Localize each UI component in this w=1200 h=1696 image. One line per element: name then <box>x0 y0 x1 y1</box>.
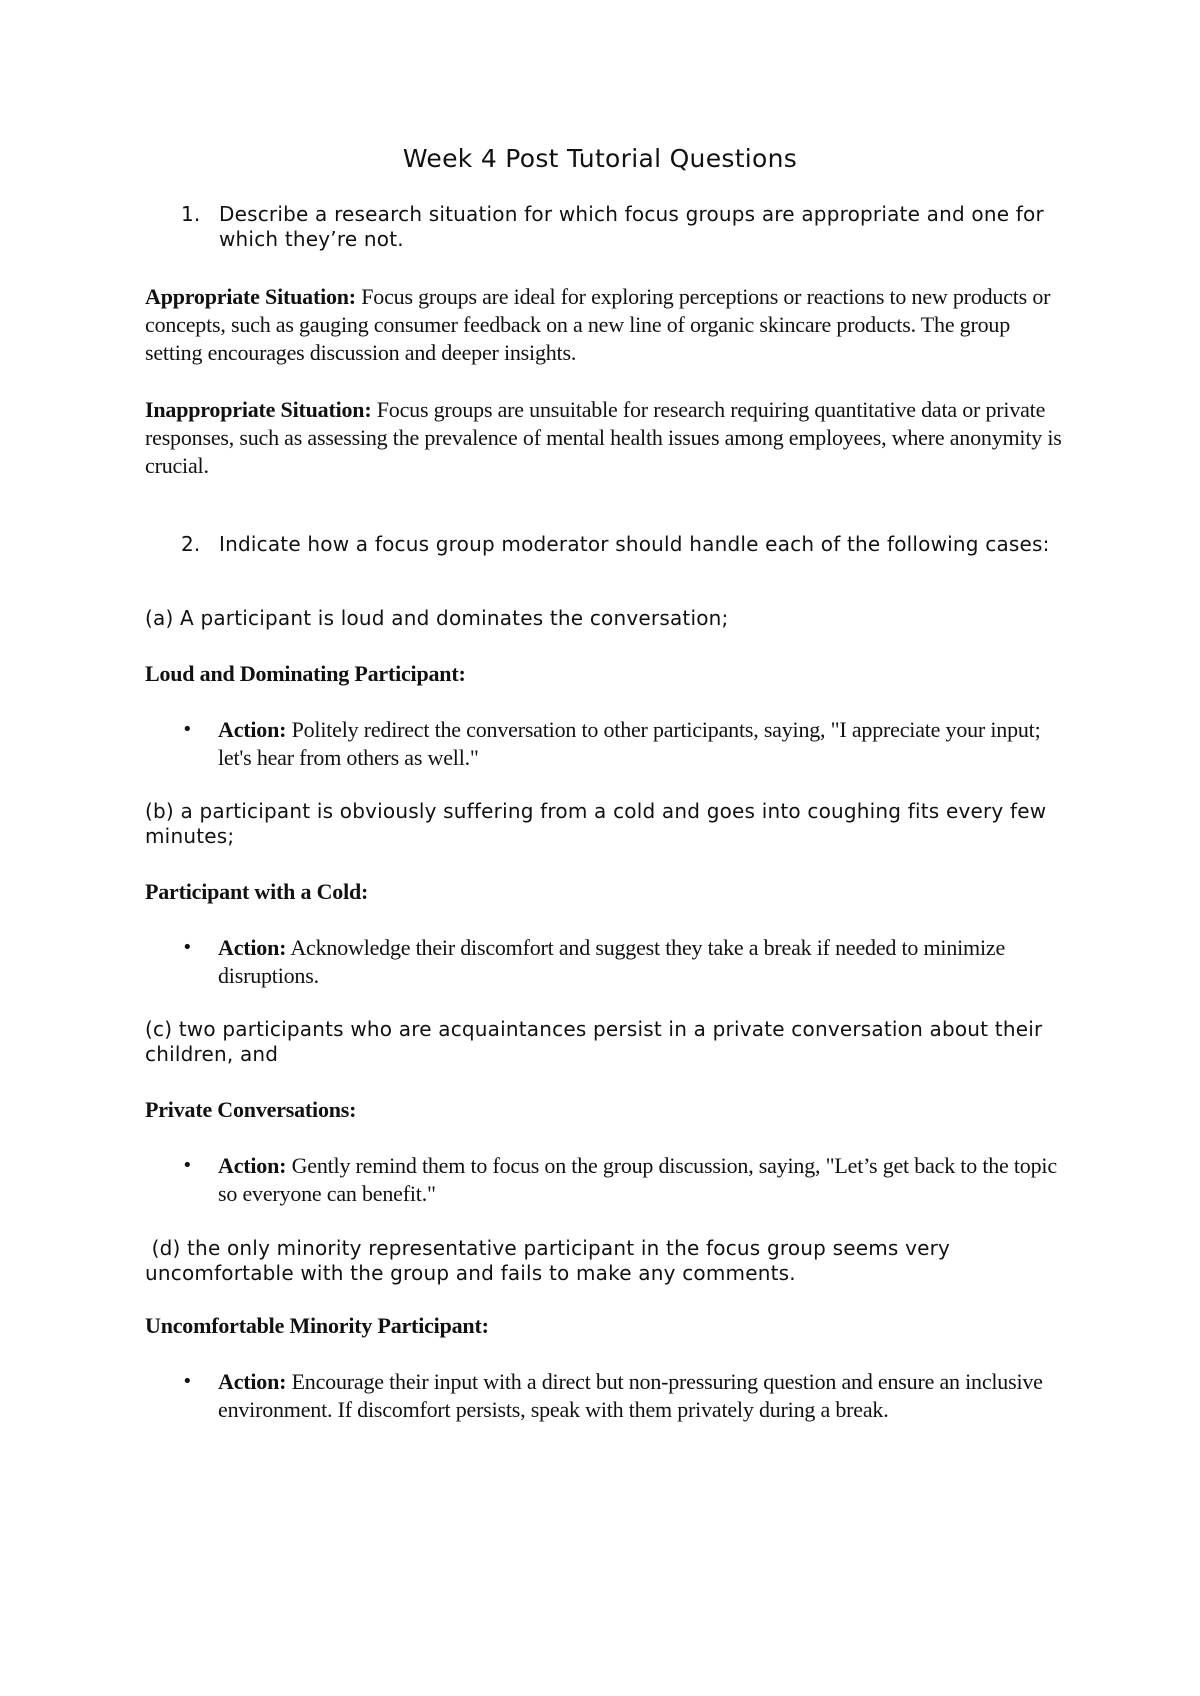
case-a-action-text <box>218 716 1072 772</box>
case-b-heading <box>145 878 1065 906</box>
case-d-heading-text: Uncomfortable Minority Participant: <box>145 1313 489 1338</box>
case-a-heading-text: Loud and Dominating Participant: <box>145 661 466 686</box>
case-d-question: (d) the only minority representative participant in the focus group seems very uncomfortable with the group and fails to make any comments. <box>145 1236 957 1285</box>
case-d-action-text <box>218 1368 1072 1424</box>
case-a-action-body: Politely redirect the conversation to other participants, saying, "I appreciate your input; let's hear from others as well." <box>218 717 1041 770</box>
case-c-heading <box>145 1096 1065 1124</box>
bullet-icon: • <box>182 1371 193 1392</box>
case-a-heading <box>145 660 1065 688</box>
question-1-text: Describe a research situation for which focus groups are appropriate and one for which they’re not. <box>219 202 1044 251</box>
question-2-number: 2. <box>181 532 201 556</box>
case-b-action-label: Action: <box>218 935 287 960</box>
bullet-icon: • <box>182 719 193 740</box>
case-a-action-label: Action: <box>218 717 287 742</box>
inappropriate-situation-label: Inappropriate Situation: <box>145 397 372 422</box>
case-b-action-text <box>218 934 1072 990</box>
inappropriate-situation-text: Focus groups are unsuitable for research requiring quantitative data or private responses, such as assessing the prevalence of mental health issues among employees, where anonymity is crucial. <box>145 397 1062 478</box>
question-1-number: 1. <box>181 202 201 226</box>
case-a-question: (a) A participant is loud and dominates the conversation; <box>145 606 729 630</box>
case-b-question: (b) a participant is obviously suffering from a cold and goes into coughing fits every few minutes; <box>145 799 1047 848</box>
case-c-action-label: Action: <box>218 1153 287 1178</box>
appropriate-situation-text: Focus groups are ideal for exploring perceptions or reactions to new products or concepts, such as gauging consumer feedback on a new line of organic skincare products. The group setting encourages discussion and deeper insights. <box>145 284 1051 365</box>
case-c-action-text <box>218 1152 1072 1208</box>
case-d-heading <box>145 1312 1065 1340</box>
bullet-icon: • <box>182 1155 193 1176</box>
case-d-action-label: Action: <box>218 1369 287 1394</box>
bullet-icon: • <box>182 937 193 958</box>
case-b-heading-text: Participant with a Cold: <box>145 879 369 904</box>
inappropriate-situation-paragraph <box>145 396 1065 480</box>
appropriate-situation-label: Appropriate Situation: <box>145 284 356 309</box>
case-b-action-body: Acknowledge their discomfort and suggest they take a break if needed to minimize disruptions. <box>218 935 1006 988</box>
case-c-question: (c) two participants who are acquaintances persist in a private conversation about their children, and <box>145 1017 1043 1066</box>
case-c-heading-text: Private Conversations: <box>145 1097 357 1122</box>
case-d-action-body: Encourage their input with a direct but non-pressuring question and ensure an inclusive environment. If discomfort persists, speak with them privately during a break. <box>218 1369 1043 1422</box>
appropriate-situation-paragraph <box>145 283 1065 367</box>
page-title: Week 4 Post Tutorial Questions <box>402 144 798 173</box>
case-c-action-body: Gently remind them to focus on the group discussion, saying, "Let’s get back to the topic so everyone can benefit." <box>218 1153 1057 1206</box>
question-2-text: Indicate how a focus group moderator should handle each of the following cases: <box>219 532 1050 556</box>
